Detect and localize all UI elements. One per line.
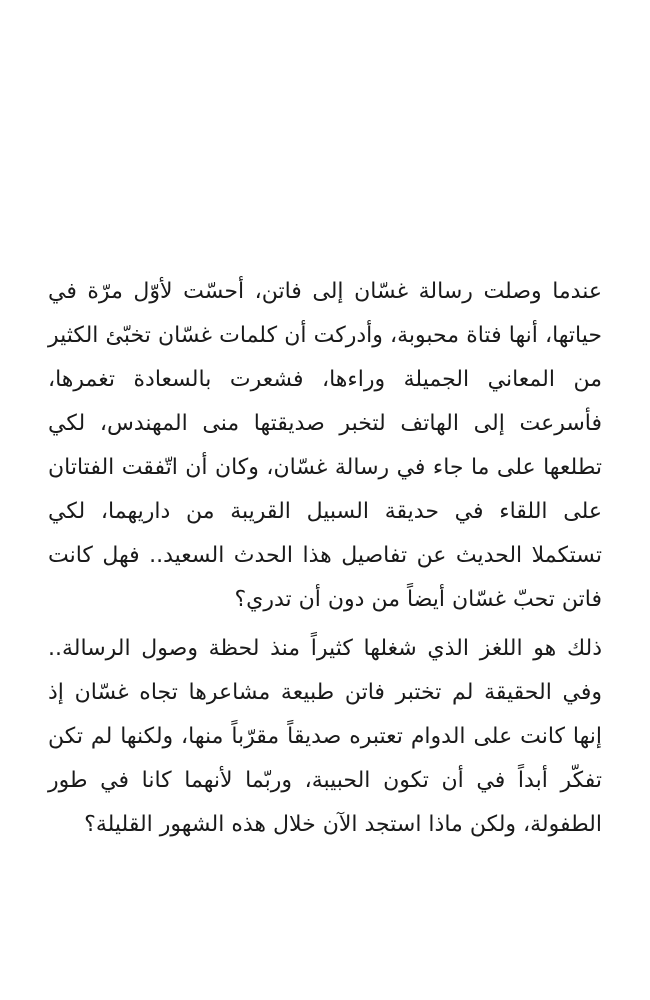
paragraph-1 bbox=[48, 270, 602, 622]
paragraph-2-text: ذلك هو اللغز الذي شغلها كثيراً منذ لحظة وصول الرسالة.. وفي الحقيقة لم تختبر فاتن طبيعة مشاعرها تجاه غسّان إذ إنها كانت على الدوام تعتبره صديقاً مقرّباً منها، ولكنها لم تكن تفكّر أبداً في أن تكون الحبيبة، وربّما لأنهما كانا في طور الطفولة، ولكن ماذا استجد الآن خلال هذه الشهور القليلة؟ bbox=[48, 636, 602, 837]
paragraph-1-text: عندما وصلت رسالة غسّان إلى فاتن، أحسّت لأوّل مرّة في حياتها، أنها فتاة محبوبة، وأدركت أن كلمات غسّان تخبّئ الكثير من المعاني الجميلة وراءها، فشعرت بالسعادة تغمرها، فأسرعت إلى الهاتف لتخبر صديقتها منى المهندس، لكي تطلعها على ما جاء في رسالة غسّان، وكان أن اتّفقت الفتاتان على اللقاء في حديقة السبيل القريبة من داريهما، لكي تستكملا الحديث عن تفاصيل هذا الحدث السعيد.. فهل كانت فاتن تحبّ غسّان أيضاً من دون أن تدري؟ bbox=[48, 279, 602, 612]
paragraph-2 bbox=[48, 627, 602, 847]
